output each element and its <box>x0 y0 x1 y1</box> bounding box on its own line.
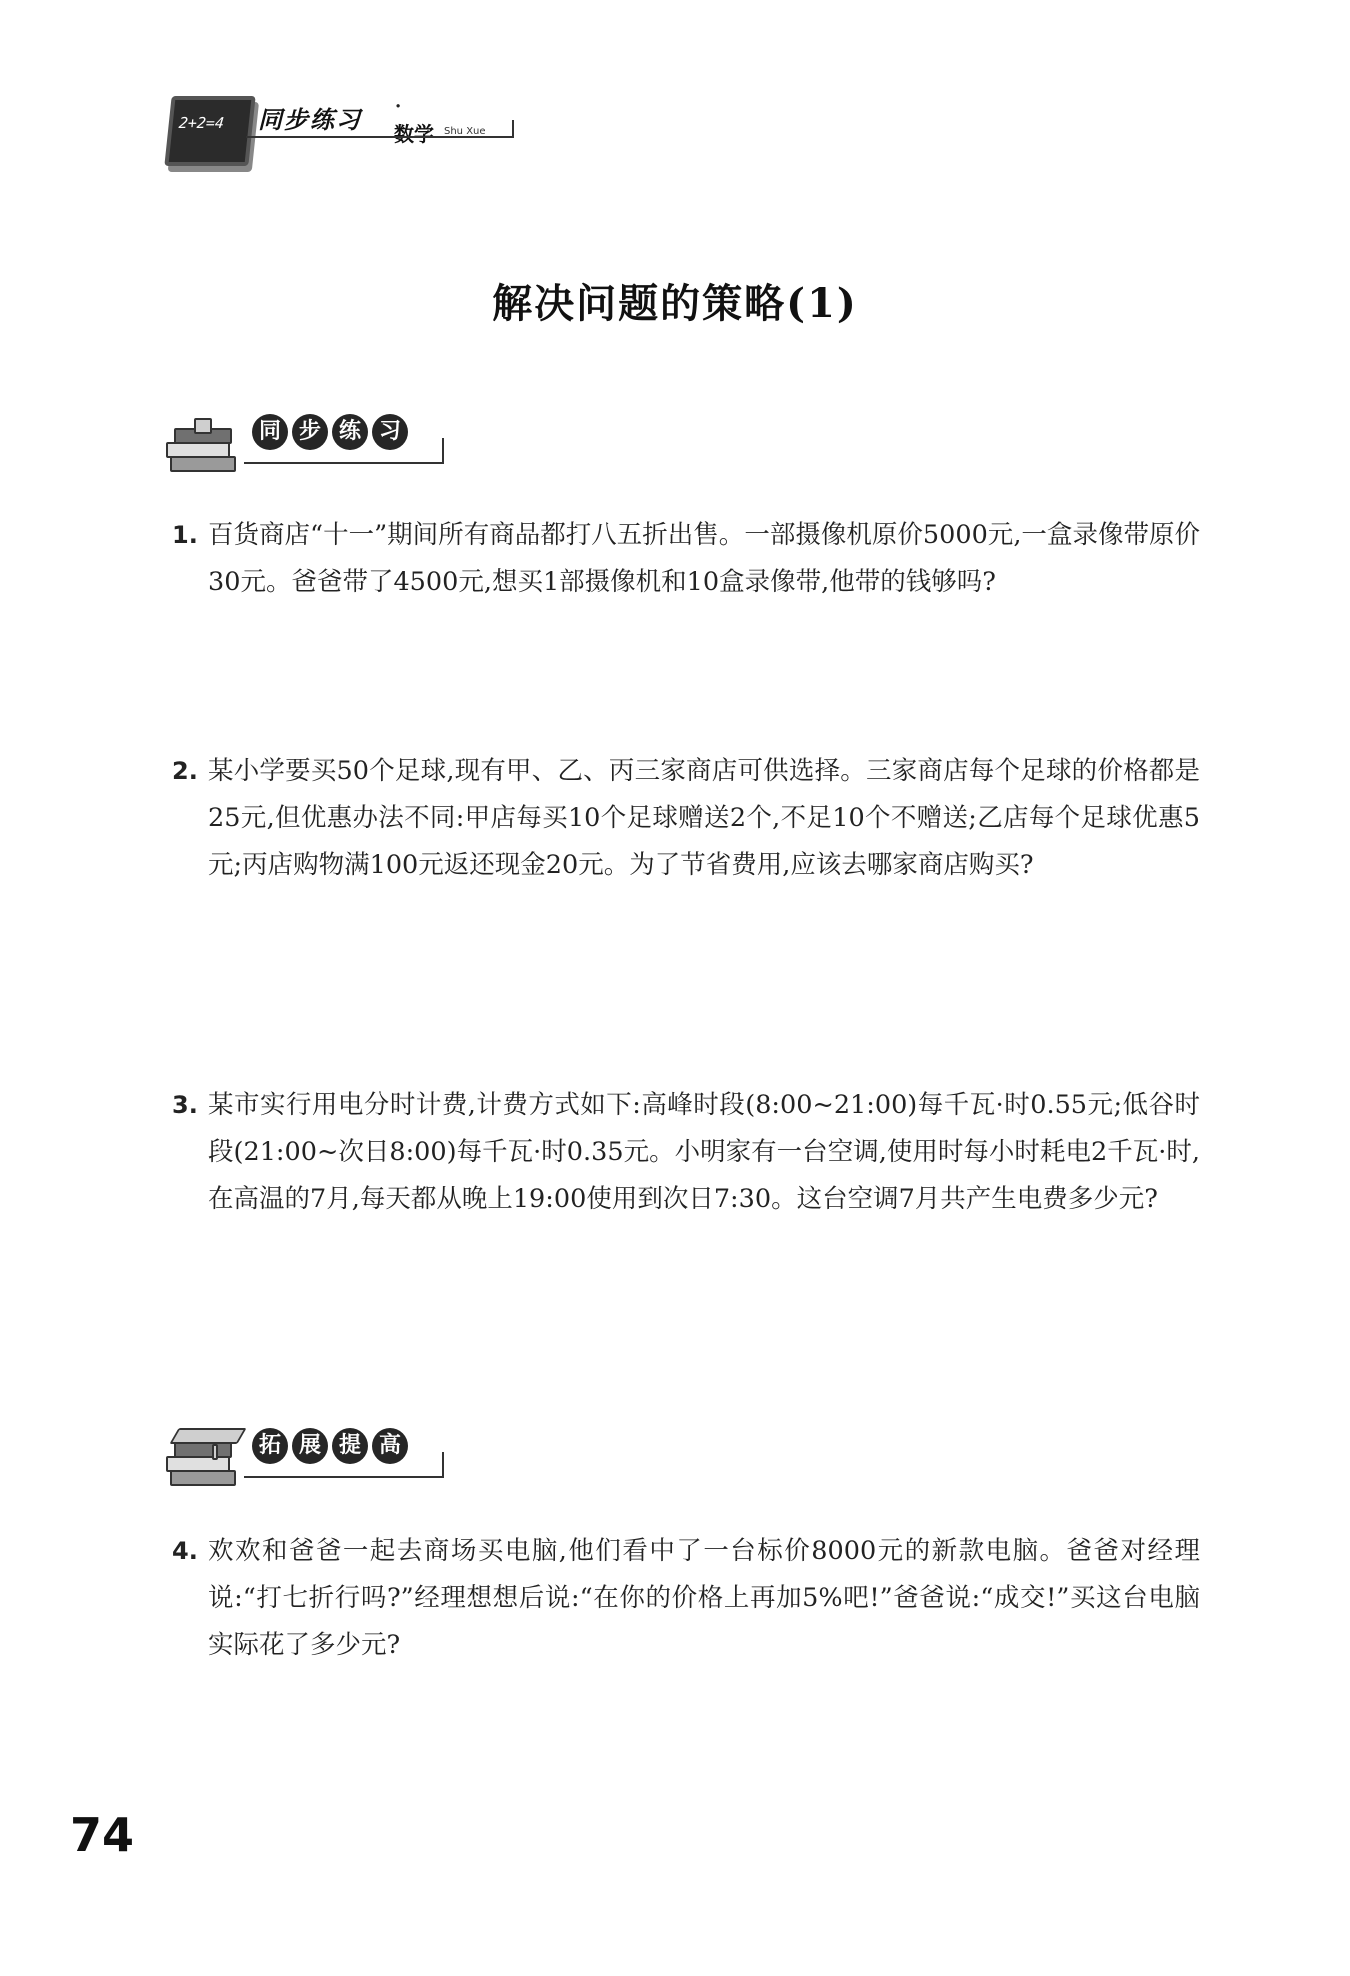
section-label-char: 练 <box>332 414 368 450</box>
section-label <box>252 414 412 450</box>
section-underline <box>244 1476 444 1478</box>
header-underline <box>246 136 514 138</box>
problem-text: 欢欢和爸爸一起去商场买电脑,他们看中了一台标价8000元的新款电脑。爸爸对经理说:“打七折行吗?”经理想想后说:“在你的价格上再加5%吧!”爸爸说:“成交!”买这台电脑实际花了多少元? <box>208 1536 1200 1660</box>
section-underline-end <box>442 438 444 464</box>
blackboard-icon <box>164 96 255 166</box>
section-label-char: 步 <box>292 414 328 450</box>
problem-3 <box>172 1082 1200 1223</box>
section-label-char: 提 <box>332 1428 368 1464</box>
section-header-sync-practice <box>164 402 454 474</box>
problem-number: 2. <box>172 757 198 785</box>
board-text: 2+2=4 <box>177 114 225 132</box>
section-label-char: 习 <box>372 414 408 450</box>
problem-number: 4. <box>172 1537 198 1565</box>
problem-text: 某小学要买50个足球,现有甲、乙、丙三家商店可供选择。三家商店每个足球的价格都是25元,但优惠办法不同:甲店每买10个足球赠送2个,不足10个不赠送;乙店每个足球优惠5元;丙店购物满100元返还现金20元。为了节省费用,应该去哪家商店购买? <box>208 756 1200 880</box>
header-pinyin: Shu Xue <box>444 126 486 137</box>
problem-2 <box>172 748 1200 889</box>
header-dot: · <box>394 92 403 122</box>
section-underline <box>244 462 444 464</box>
section-label-char: 高 <box>372 1428 408 1464</box>
section-label <box>252 1428 412 1464</box>
header-title: 同步练习 <box>258 106 362 134</box>
header-subject: 数学 <box>394 122 434 146</box>
problem-number: 3. <box>172 1091 198 1119</box>
page-number: 74 <box>70 1808 135 1862</box>
section-label-char: 同 <box>252 414 288 450</box>
problem-text: 百货商店“十一”期间所有商品都打八五折出售。一部摄像机原价5000元,一盒录像带原价30元。爸爸带了4500元,想买1部摄像机和10盒录像带,他带的钱够吗? <box>208 520 1200 597</box>
header-underline-end <box>512 120 514 138</box>
problem-1 <box>172 512 1200 606</box>
section-header-extension <box>164 1416 454 1488</box>
section-label-char: 拓 <box>252 1428 288 1464</box>
problem-number: 1. <box>172 521 198 549</box>
problem-4 <box>172 1528 1200 1669</box>
header-badge <box>168 92 520 168</box>
books-lamp-icon <box>164 420 236 474</box>
page-title: 解决问题的策略(1) <box>492 280 858 327</box>
section-underline-end <box>442 1452 444 1478</box>
problem-text: 某市实行用电分时计费,计费方式如下:高峰时段(8:00~21:00)每千瓦·时0.55元;低谷时段(21:00~次日8:00)每千瓦·时0.35元。小明家有一台空调,使用时每小时耗电2千瓦·时,在高温的7月,每天都从晚上19:00使用到次日7:30。这台空调7月共产生电费多少元? <box>208 1090 1200 1214</box>
section-label-char: 展 <box>292 1428 328 1464</box>
books-graduation-cap-icon <box>164 1434 236 1488</box>
